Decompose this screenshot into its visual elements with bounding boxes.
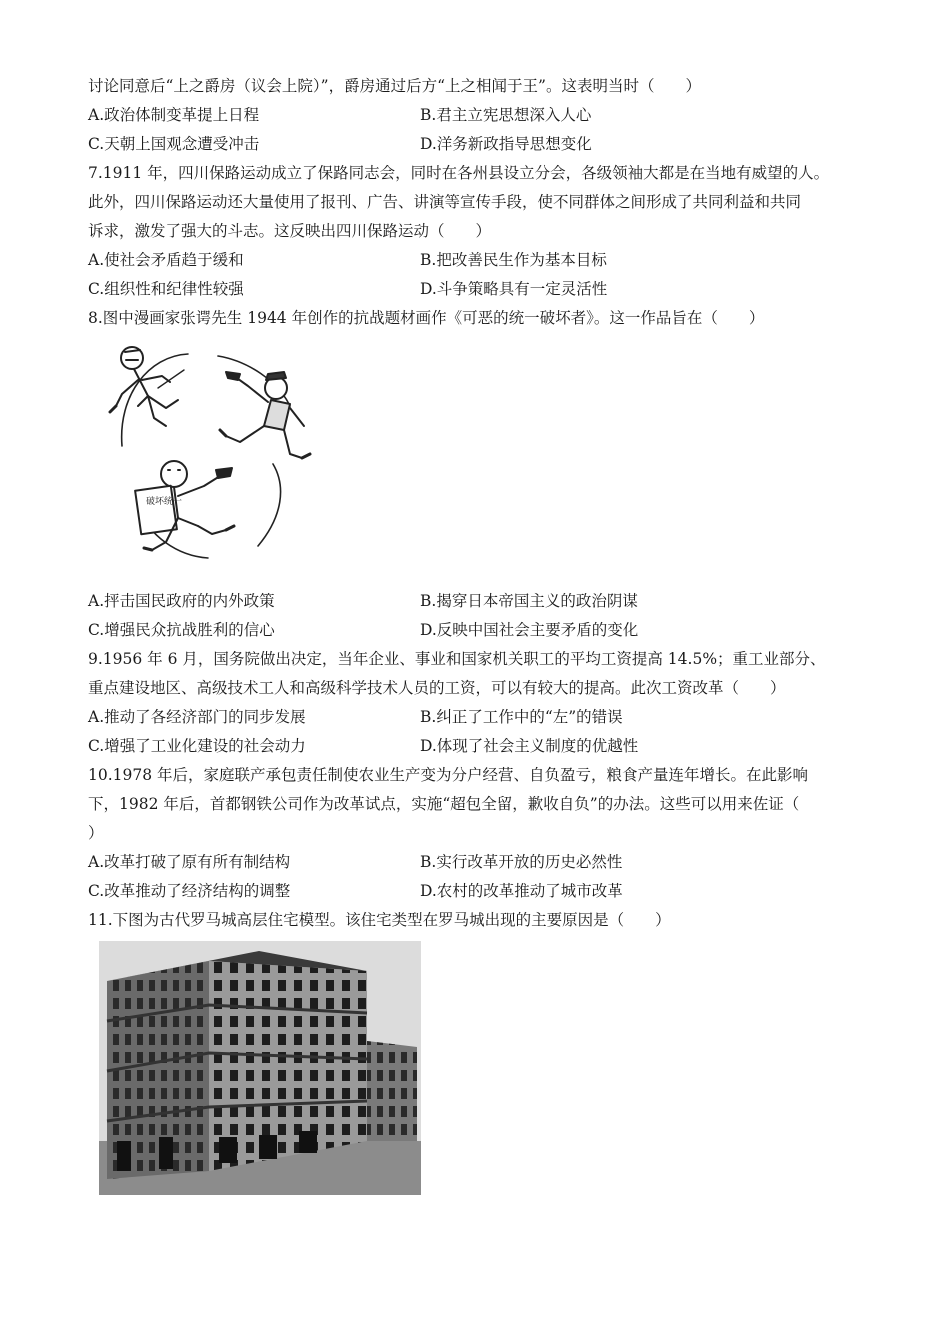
q10-option-c: C.改革推动了经济结构的调整 <box>88 882 291 900</box>
q6-option-a: A.政治体制变革提上日程 <box>88 106 260 124</box>
q10-stem-line-2: 下，1982 年后，首都钢铁公司作为改革试点，实施“超包全留，歉收自负”的办法。这些可以用来佐证（ <box>88 795 800 813</box>
q6-option-d: D.洋务新政指导思想变化 <box>420 135 592 153</box>
cartoon-illustration <box>108 336 318 572</box>
q8-stem: 8.图中漫画家张谔先生 1944 年创作的抗战题材画作《可恶的统一破坏者》。这一作品旨在（ ） <box>88 309 765 327</box>
q7-stem-line-1: 7.1911 年，四川保路运动成立了保路同志会，同时在各州县设立分会，各级领袖大都是在当地有威望的人。 <box>88 164 830 182</box>
q8-option-c: C.增强民众抗战胜利的信心 <box>88 621 275 639</box>
q8-option-b: B.揭穿日本帝国主义的政治阴谋 <box>420 592 638 610</box>
q10-option-b: B.实行改革开放的历史必然性 <box>420 853 623 871</box>
cartoon-book-label: 破坏统一 <box>146 497 183 507</box>
q9-option-d: D.体现了社会主义制度的优越性 <box>420 737 639 755</box>
q7-stem-line-3: 诉求，激发了强大的斗志。这反映出四川保路运动（ ） <box>88 222 492 240</box>
q9-stem-line-2: 重点建设地区、高级技术工人和高级科学技术人员的工资，可以有较大的提高。此次工资改革（ ） <box>88 679 786 697</box>
q11-stem: 11.下图为古代罗马城高层住宅模型。该住宅类型在罗马城出现的主要原因是（ ） <box>88 911 671 929</box>
q8-option-d: D.反映中国社会主要矛盾的变化 <box>420 621 639 639</box>
roman-building-photo <box>99 941 421 1195</box>
q7-stem-line-2: 此外，四川保路运动还大量使用了报刊、广告、讲演等宣传手段，使不同群体之间形成了共同利益和共同 <box>88 193 802 211</box>
q9-option-a: A.推动了各经济部门的同步发展 <box>88 708 306 726</box>
q6-option-c: C.天朝上国观念遭受冲击 <box>88 135 260 153</box>
q10-stem-line-3: ） <box>88 824 104 842</box>
q6-option-b: B.君主立宪思想深入人心 <box>420 106 592 124</box>
q9-stem-line-1: 9.1956 年 6 月，国务院做出决定，当年企业、事业和国家机关职工的平均工资提高 14.5%；重工业部分、 <box>88 650 826 668</box>
q7-option-a: A.使社会矛盾趋于缓和 <box>88 251 244 269</box>
q6-stem: 讨论同意后“上之爵房（议会上院）”，爵房通过后方“上之相闻于王”。这表明当时（ ） <box>88 77 701 95</box>
q10-stem-line-1: 10.1978 年后，家庭联产承包责任制使农业生产变为分户经营、自负盈亏，粮食产量连年增长。在此影响 <box>88 766 809 784</box>
q9-option-b: B.纠正了工作中的“左”的错误 <box>420 708 623 726</box>
q9-option-c: C.增强了工业化建设的社会动力 <box>88 737 306 755</box>
q7-option-b: B.把改善民生作为基本目标 <box>420 251 607 269</box>
q7-option-c: C.组织性和纪律性较强 <box>88 280 244 298</box>
q10-option-d: D.农村的改革推动了城市改革 <box>420 882 623 900</box>
q7-option-d: D.斗争策略具有一定灵活性 <box>420 280 608 298</box>
q10-option-a: A.改革打破了原有所有制结构 <box>88 853 291 871</box>
q8-option-a: A.抨击国民政府的内外政策 <box>88 592 275 610</box>
